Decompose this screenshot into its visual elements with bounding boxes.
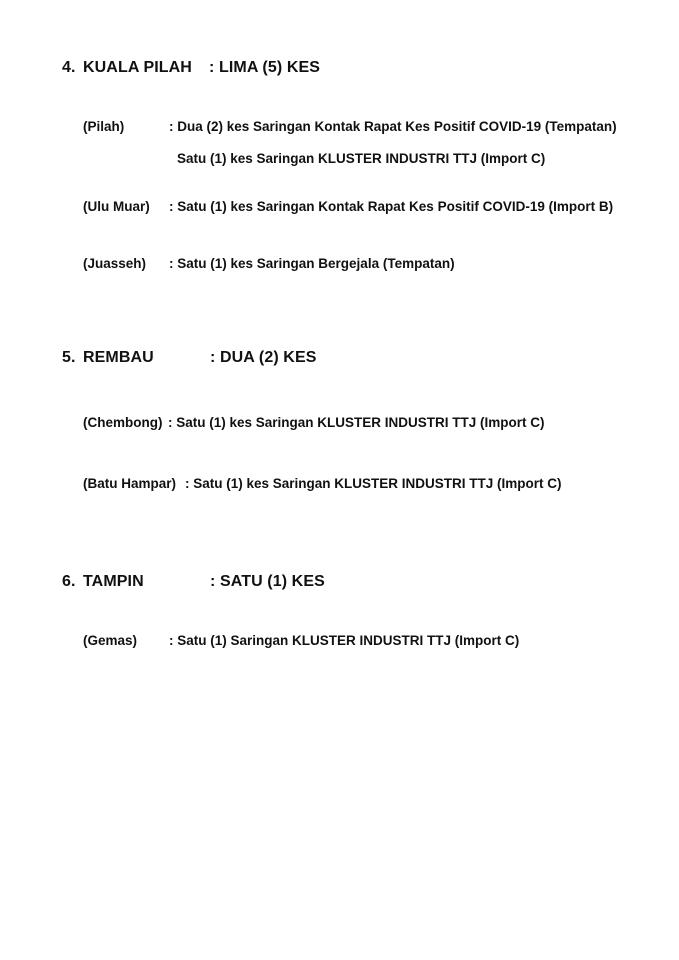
section-district: TAMPIN: [83, 573, 144, 590]
entry-place: (Juasseh): [83, 256, 147, 271]
section-district: REMBAU: [83, 349, 154, 366]
entry-place: (Ulu Muar): [83, 199, 150, 214]
section-number: 5.: [62, 349, 76, 366]
entry-line: : Satu (1) Saringan KLUSTER INDUSTRI TTJ (Import C): [169, 633, 520, 648]
section-number: 4.: [62, 59, 76, 76]
entry-place: (Gemas): [83, 633, 138, 648]
section-district: KUALA PILAH: [83, 59, 192, 76]
entry-line: : Satu (1) kes Saringan KLUSTER INDUSTRI TTJ (Import C): [185, 476, 562, 491]
entry-line: Satu (1) kes Saringan KLUSTER INDUSTRI TTJ (Import C): [177, 151, 546, 166]
section-summary: : DUA (2) KES: [210, 349, 317, 366]
entry-place: (Batu Hampar): [83, 476, 177, 491]
section-summary: : LIMA (5) KES: [209, 59, 321, 76]
entry-line: : Dua (2) kes Saringan Kontak Rapat Kes Positif COVID-19 (Tempatan): [169, 119, 617, 134]
entry-place: (Chembong): [83, 415, 163, 430]
entry-line: : Satu (1) kes Saringan KLUSTER INDUSTRI TTJ (Import C): [168, 415, 545, 430]
section-number: 6.: [62, 573, 76, 590]
entry-place: (Pilah): [83, 119, 125, 134]
entry-line: : Satu (1) kes Saringan Kontak Rapat Kes Positif COVID-19 (Import B): [169, 199, 614, 214]
section-summary: : SATU (1) KES: [210, 573, 325, 590]
entry-line: : Satu (1) kes Saringan Bergejala (Tempatan): [169, 256, 455, 271]
